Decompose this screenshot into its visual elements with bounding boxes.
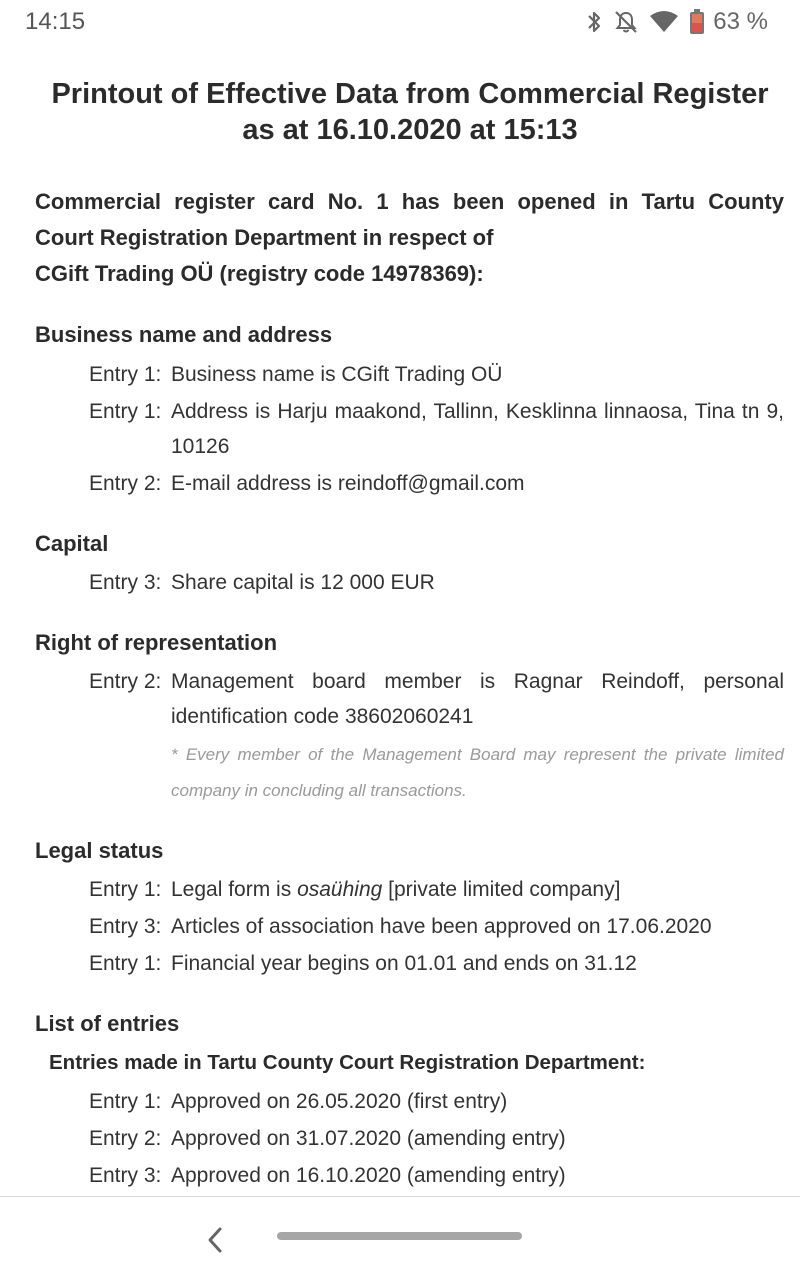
status-time: 14:15 (25, 8, 86, 35)
entry-text: Approved on 26.05.2020 (first entry) (171, 1090, 508, 1113)
entry-text: Articles of association have been approved on 17.06.2020 (171, 915, 712, 938)
list-item (89, 357, 784, 392)
entry-label: Entry 1: (89, 878, 162, 901)
title-line-2: as at 16.10.2020 at 15:13 (242, 114, 578, 146)
section-title-capital: Capital (35, 531, 109, 556)
chevron-left-icon (202, 1225, 228, 1255)
legal-form-prefix: Legal form is (171, 878, 298, 901)
entries-subheading: Entries made in Tartu County Court Registration Department: (49, 1051, 646, 1074)
list-item (89, 909, 784, 944)
entry-label: Entry 1: (89, 363, 162, 386)
entry-text: Approved on 16.10.2020 (amending entry) (171, 1164, 566, 1187)
wifi-icon (649, 10, 679, 34)
intro-line-1: Commercial register card No. 1 has been opened in Tartu County (35, 189, 784, 214)
bluetooth-icon (585, 10, 603, 34)
entry-label: Entry 3: (89, 915, 162, 938)
list-item (89, 1121, 784, 1156)
entry-text: Address is Harju maakond, Tallinn, Kesklinna linnaosa, Tina tn 9, 10126 (171, 400, 784, 458)
intro-paragraph (35, 184, 784, 292)
entry-label: Entry 2: (89, 670, 162, 693)
entry-label: Entry 2: (89, 472, 162, 495)
representation-note: * Every member of the Management Board may represent the private limited company in concluding all transactions. (171, 745, 784, 800)
section-title-list-of-entries: List of entries (35, 1011, 180, 1036)
entry-text: Share capital is 12 000 EUR (171, 571, 435, 594)
entry-label: Entry 2: (89, 1127, 162, 1150)
battery-percent: 63 % (713, 8, 768, 35)
list-item (89, 872, 784, 907)
list-item (89, 394, 784, 464)
list-item (89, 946, 784, 981)
register-printout (0, 44, 800, 1196)
page-title (20, 76, 800, 148)
entry-text: Approved on 31.07.2020 (amending entry) (171, 1127, 566, 1150)
entry-text: E-mail address is reindoff@gmail.com (171, 472, 525, 495)
status-bar (0, 0, 800, 44)
entry-label: Entry 1: (89, 1090, 162, 1113)
entry-label: Entry 1: (89, 400, 162, 423)
battery-icon (689, 9, 705, 35)
entry-text (171, 872, 784, 907)
navigation-bar (0, 1196, 800, 1281)
title-line-1: Printout of Effective Data from Commercial Register (51, 78, 769, 110)
list-item (89, 664, 784, 734)
entry-text: Financial year begins on 01.01 and ends on 31.12 (171, 952, 637, 975)
intro-line-2: Court Registration Department in respect of (35, 225, 494, 250)
entry-label: Entry 1: (89, 952, 162, 975)
list-item (89, 1158, 784, 1193)
legal-form-suffix: [private limited company] (382, 878, 621, 901)
section-title-legal-status: Legal status (35, 838, 164, 863)
intro-line-3: CGift Trading OÜ (registry code 14978369): (35, 261, 484, 286)
home-gesture-bar[interactable] (277, 1232, 522, 1240)
section-title-representation: Right of representation (35, 630, 278, 655)
status-icons (585, 8, 768, 36)
section-title-business: Business name and address (35, 322, 333, 347)
back-button[interactable] (202, 1225, 228, 1255)
list-item (89, 466, 784, 501)
entry-label: Entry 3: (89, 571, 162, 594)
entry-text: Business name is CGift Trading OÜ (171, 363, 503, 386)
list-item (89, 565, 784, 600)
list-item (89, 1084, 784, 1119)
entry-text: Management board member is Ragnar Reindoff, personal identification code 38602060241 (171, 670, 784, 728)
legal-form-name: osaühing (297, 878, 383, 901)
entry-label: Entry 3: (89, 1164, 162, 1187)
notifications-off-icon (613, 9, 639, 35)
